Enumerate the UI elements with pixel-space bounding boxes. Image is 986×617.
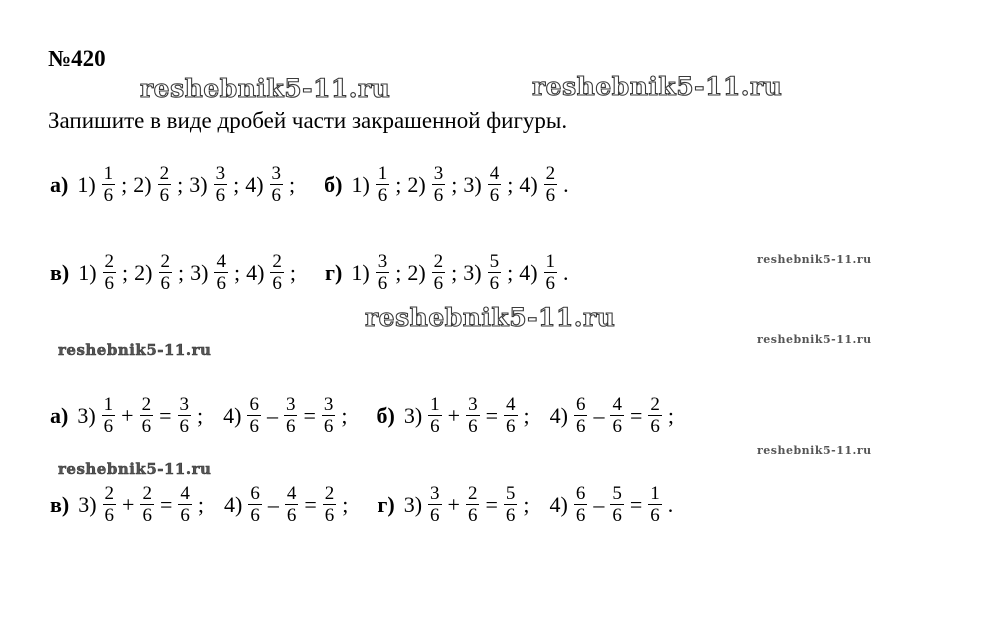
numerator: 5 bbox=[612, 483, 622, 504]
item-label: в) bbox=[50, 491, 70, 517]
item-index: 4) bbox=[549, 491, 568, 517]
fraction bbox=[574, 394, 588, 437]
fraction bbox=[285, 483, 299, 526]
separator: . bbox=[563, 259, 569, 285]
denominator: 6 bbox=[104, 505, 115, 526]
item-label: б) bbox=[376, 402, 395, 428]
numerator: 2 bbox=[545, 163, 556, 184]
fraction bbox=[284, 394, 298, 437]
watermark: reshebnik5-11.ru bbox=[58, 460, 212, 478]
numerator: 3 bbox=[433, 163, 444, 184]
numerator: 2 bbox=[104, 251, 115, 272]
fraction bbox=[376, 251, 390, 294]
denominator: 6 bbox=[612, 505, 622, 526]
item-index: 1) bbox=[351, 171, 370, 197]
item-index: 4) bbox=[519, 259, 538, 285]
fraction bbox=[432, 163, 446, 206]
denominator: 6 bbox=[545, 185, 556, 206]
denominator: 6 bbox=[286, 505, 297, 526]
answer-row-1 bbox=[50, 163, 572, 206]
numerator: 5 bbox=[505, 483, 516, 504]
equals-sign: = bbox=[303, 402, 316, 428]
separator: ; bbox=[667, 402, 674, 428]
numerator: 4 bbox=[180, 483, 190, 504]
denominator: 6 bbox=[575, 505, 586, 526]
item-index: 3) bbox=[463, 171, 482, 197]
numerator: 2 bbox=[104, 483, 115, 504]
item-label: г) bbox=[325, 259, 343, 285]
fraction bbox=[504, 394, 518, 437]
item-index: 2) bbox=[133, 171, 152, 197]
numerator: 4 bbox=[612, 394, 622, 415]
denominator: 6 bbox=[142, 505, 152, 526]
numerator: 6 bbox=[249, 394, 259, 415]
numerator: 3 bbox=[215, 163, 226, 184]
denominator: 6 bbox=[430, 505, 440, 526]
fraction bbox=[432, 251, 446, 294]
item-index: 4) bbox=[223, 402, 242, 428]
separator: ; bbox=[177, 171, 184, 197]
denominator: 6 bbox=[505, 505, 516, 526]
item-index: 4) bbox=[245, 171, 264, 197]
fraction bbox=[648, 483, 662, 526]
watermark: reshebnik5-11.ru bbox=[140, 74, 391, 103]
separator: ; bbox=[342, 491, 349, 517]
item-index: 2) bbox=[407, 171, 426, 197]
item-label: а) bbox=[50, 171, 69, 197]
numerator: 2 bbox=[467, 483, 478, 504]
item-index: 1) bbox=[351, 259, 370, 285]
numerator: 1 bbox=[103, 394, 114, 415]
fraction bbox=[214, 251, 228, 294]
separator: ; bbox=[341, 402, 348, 428]
numerator: 2 bbox=[142, 483, 152, 504]
separator: ; bbox=[289, 259, 297, 285]
denominator: 6 bbox=[430, 416, 440, 437]
item-index: 3) bbox=[190, 259, 209, 285]
item-index: 3) bbox=[463, 259, 482, 285]
fraction bbox=[466, 394, 480, 437]
separator: . bbox=[667, 491, 674, 517]
watermark: reshebnik5-11.ru bbox=[757, 444, 872, 457]
denominator: 6 bbox=[215, 185, 226, 206]
numerator: 2 bbox=[650, 394, 660, 415]
item-index: 3) bbox=[403, 491, 423, 517]
numerator: 6 bbox=[250, 483, 260, 504]
separator: ; bbox=[523, 491, 530, 517]
fraction bbox=[322, 394, 336, 437]
numerator: 2 bbox=[160, 251, 170, 272]
numerator: 1 bbox=[545, 251, 556, 272]
denominator: 6 bbox=[285, 416, 296, 437]
numerator: 4 bbox=[216, 251, 226, 272]
fraction bbox=[544, 251, 558, 294]
fraction bbox=[159, 251, 173, 294]
operator: – bbox=[593, 402, 605, 428]
fraction bbox=[178, 483, 192, 526]
denominator: 6 bbox=[650, 505, 660, 526]
numerator: 3 bbox=[285, 394, 296, 415]
separator: ; bbox=[451, 171, 458, 197]
problem-number: №420 bbox=[48, 46, 106, 71]
equals-sign: = bbox=[629, 491, 643, 517]
item-index: 3) bbox=[77, 402, 96, 428]
fraction bbox=[102, 163, 116, 206]
item-index: 3) bbox=[78, 491, 97, 517]
operator: – bbox=[593, 491, 605, 517]
item-index: 3) bbox=[189, 171, 208, 197]
numerator: 4 bbox=[506, 394, 516, 415]
separator: ; bbox=[233, 171, 240, 197]
numerator: 1 bbox=[377, 163, 388, 184]
equation-row-1 bbox=[50, 394, 677, 437]
fraction bbox=[103, 251, 117, 294]
denominator: 6 bbox=[377, 185, 388, 206]
numerator: 6 bbox=[575, 483, 586, 504]
numerator: 2 bbox=[159, 163, 170, 184]
fraction bbox=[376, 163, 390, 206]
item-label: г) bbox=[377, 491, 395, 517]
equation-row-2 bbox=[50, 483, 676, 526]
numerator: 1 bbox=[103, 163, 114, 184]
fraction bbox=[574, 483, 588, 526]
denominator: 6 bbox=[324, 505, 335, 526]
answer-row-2 bbox=[50, 251, 572, 294]
fraction bbox=[544, 163, 558, 206]
item-index: 2) bbox=[134, 259, 153, 285]
operator: + bbox=[121, 402, 134, 428]
denominator: 6 bbox=[104, 273, 115, 294]
watermark: reshebnik5-11.ru bbox=[757, 253, 872, 266]
item-index: 2) bbox=[407, 259, 426, 285]
denominator: 6 bbox=[612, 416, 622, 437]
operator: – bbox=[266, 402, 278, 428]
item-label: б) bbox=[324, 171, 343, 197]
separator: ; bbox=[289, 171, 296, 197]
denominator: 6 bbox=[377, 273, 388, 294]
watermark: reshebnik5-11.ru bbox=[365, 303, 616, 332]
denominator: 6 bbox=[650, 416, 660, 437]
fraction bbox=[103, 483, 117, 526]
denominator: 6 bbox=[179, 416, 189, 437]
denominator: 6 bbox=[159, 185, 170, 206]
numerator: 4 bbox=[489, 163, 500, 184]
numerator: 4 bbox=[286, 483, 297, 504]
fraction bbox=[466, 483, 480, 526]
item-label: в) bbox=[50, 259, 70, 285]
fraction bbox=[247, 394, 261, 437]
fraction bbox=[140, 394, 154, 437]
denominator: 6 bbox=[160, 273, 170, 294]
fraction bbox=[140, 483, 154, 526]
denominator: 6 bbox=[180, 505, 190, 526]
fraction bbox=[610, 394, 624, 437]
equals-sign: = bbox=[485, 402, 498, 428]
fraction bbox=[158, 163, 172, 206]
fraction bbox=[270, 163, 284, 206]
separator: ; bbox=[507, 171, 514, 197]
task-text: Запишите в виде дробей части закрашенной фигуры. bbox=[48, 108, 568, 133]
numerator: 3 bbox=[271, 163, 282, 184]
fraction bbox=[214, 163, 228, 206]
denominator: 6 bbox=[271, 185, 282, 206]
numerator: 3 bbox=[468, 394, 478, 415]
denominator: 6 bbox=[323, 416, 334, 437]
equals-sign: = bbox=[159, 402, 172, 428]
numerator: 6 bbox=[575, 394, 586, 415]
numerator: 1 bbox=[650, 483, 660, 504]
fraction bbox=[610, 483, 624, 526]
numerator: 2 bbox=[141, 394, 152, 415]
fraction bbox=[248, 483, 262, 526]
numerator: 3 bbox=[323, 394, 334, 415]
fraction bbox=[488, 251, 502, 294]
watermark: reshebnik5-11.ru bbox=[532, 72, 783, 101]
equals-sign: = bbox=[629, 402, 643, 428]
equals-sign: = bbox=[159, 491, 173, 517]
separator: ; bbox=[523, 402, 530, 428]
denominator: 6 bbox=[575, 416, 586, 437]
denominator: 6 bbox=[216, 273, 226, 294]
equals-sign: = bbox=[304, 491, 317, 517]
fraction bbox=[102, 394, 116, 437]
equals-sign: = bbox=[485, 491, 498, 517]
numerator: 3 bbox=[430, 483, 440, 504]
numerator: 3 bbox=[377, 251, 388, 272]
numerator: 2 bbox=[324, 483, 335, 504]
watermark: reshebnik5-11.ru bbox=[757, 333, 872, 346]
numerator: 1 bbox=[430, 394, 440, 415]
denominator: 6 bbox=[433, 273, 444, 294]
fraction bbox=[428, 483, 442, 526]
operator: + bbox=[447, 491, 460, 517]
denominator: 6 bbox=[489, 185, 500, 206]
fraction bbox=[270, 251, 284, 294]
denominator: 6 bbox=[103, 185, 114, 206]
denominator: 6 bbox=[506, 416, 516, 437]
item-label: а) bbox=[50, 402, 69, 428]
separator: ; bbox=[395, 171, 402, 197]
denominator: 6 bbox=[489, 273, 500, 294]
denominator: 6 bbox=[250, 505, 260, 526]
denominator: 6 bbox=[103, 416, 114, 437]
operator: – bbox=[267, 491, 279, 517]
separator: ; bbox=[233, 259, 241, 285]
denominator: 6 bbox=[249, 416, 259, 437]
denominator: 6 bbox=[433, 185, 444, 206]
operator: + bbox=[122, 491, 135, 517]
denominator: 6 bbox=[545, 273, 556, 294]
numerator: 5 bbox=[489, 251, 500, 272]
watermark: reshebnik5-11.ru bbox=[58, 341, 212, 359]
separator: ; bbox=[451, 259, 458, 285]
numerator: 2 bbox=[272, 251, 282, 272]
fraction bbox=[178, 394, 192, 437]
separator: ; bbox=[197, 491, 205, 517]
separator: ; bbox=[507, 259, 514, 285]
numerator: 2 bbox=[433, 251, 444, 272]
denominator: 6 bbox=[272, 273, 282, 294]
item-index: 4) bbox=[519, 171, 538, 197]
separator: . bbox=[563, 171, 569, 197]
separator: ; bbox=[178, 259, 185, 285]
item-index: 4) bbox=[549, 402, 568, 428]
separator: ; bbox=[197, 402, 204, 428]
denominator: 6 bbox=[467, 505, 478, 526]
separator: ; bbox=[121, 171, 128, 197]
fraction bbox=[648, 394, 662, 437]
fraction bbox=[504, 483, 518, 526]
separator: ; bbox=[122, 259, 129, 285]
item-index: 3) bbox=[403, 402, 423, 428]
item-index: 1) bbox=[78, 259, 97, 285]
numerator: 3 bbox=[179, 394, 189, 415]
item-index: 4) bbox=[224, 491, 243, 517]
fraction bbox=[428, 394, 442, 437]
item-index: 1) bbox=[77, 171, 96, 197]
separator: ; bbox=[395, 259, 402, 285]
fraction bbox=[488, 163, 502, 206]
item-index: 4) bbox=[246, 259, 265, 285]
denominator: 6 bbox=[468, 416, 478, 437]
operator: + bbox=[447, 402, 461, 428]
denominator: 6 bbox=[141, 416, 152, 437]
fraction bbox=[323, 483, 337, 526]
